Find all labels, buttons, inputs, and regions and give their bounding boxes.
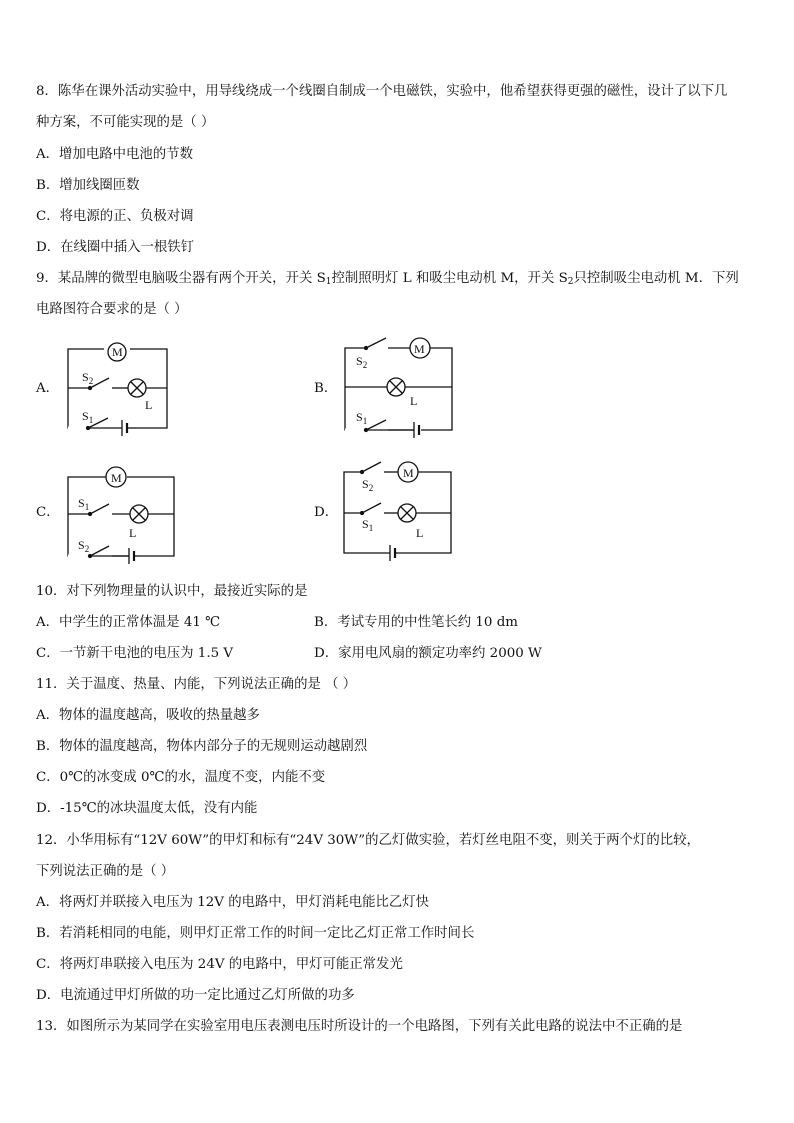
svg-text:M: M [111, 471, 122, 485]
q10-option-d: D．家用电风扇的额定功率约 2000 W [314, 646, 542, 661]
q8-stem-line2: 种方案，不可能实现的是（ ） [36, 115, 215, 130]
svg-text:L: L [416, 526, 424, 540]
q9-label-d: D． [314, 505, 339, 520]
svg-text:S2: $S_2$ [78, 538, 90, 554]
q12-option-a: A．将两灯并联接入电压为 12V 的电路中，甲灯消耗电能比乙灯快 [36, 895, 430, 910]
q12-option-b: B．若消耗相同的电能，则甲灯正常工作的时间一定比乙灯正常工作时间长 [36, 926, 475, 941]
svg-text:M: M [414, 342, 425, 356]
q9-label-b: B． [314, 381, 338, 396]
q10-option-c: C．一节新干电池的电压为 1.5 V [36, 646, 234, 661]
q12-option-c: C．将两灯串联接入电压为 24V 的电路中，甲灯可能正常发光 [36, 957, 403, 972]
svg-text:L: L [410, 394, 418, 408]
q11-stem: 11．关于温度、热量、内能，下列说法正确的是 （ ） [36, 677, 357, 692]
svg-text:S2: $S_2$ [356, 354, 368, 370]
svg-text:S1: $S_1$ [78, 496, 90, 512]
s2-label: $S_2$ [82, 370, 94, 386]
q12-stem-line2: 下列说法正确的是（ ） [36, 864, 175, 879]
q8-option-d: D．在线圈中插入一根铁钉 [36, 240, 195, 255]
q9-label-c: C． [36, 505, 60, 520]
q10-option-a: A．中学生的正常体温是 41 ℃ [36, 615, 221, 630]
q10-option-b: B．考试专用的中性笔长约 10 dm [314, 615, 518, 630]
q9-stem-line2: 电路图符合要求的是（ ） [36, 302, 188, 317]
q11-option-b: B．物体的温度越高，物体内部分子的无规则运动越剧烈 [36, 739, 368, 754]
q10-stem: 10．对下列物理量的认识中，最接近实际的是 [36, 584, 308, 599]
q9-label-a: A． [36, 381, 60, 396]
q8-option-b: B．增加线圈匝数 [36, 178, 140, 193]
svg-text:L: L [129, 526, 137, 540]
motor-icon [398, 462, 418, 482]
q8-option-a: A．增加电路中电池的节数 [36, 147, 193, 162]
q11-option-c: C．0℃的冰变成 0℃的水，温度不变，内能不变 [36, 770, 326, 785]
lamp-label: L [145, 398, 153, 412]
q11-option-a: A．物体的温度越高，吸收的热量越多 [36, 708, 260, 723]
s1-label: $S_1$ [82, 409, 94, 425]
q11-option-d: D．-15℃的冰块温度太低，没有内能 [36, 801, 258, 816]
svg-text:S2: $S_2$ [362, 477, 374, 493]
q13-stem: 13．如图所示为某同学在实验室用电压表测电压时所设计的一个电路图，下列有关此电路的说法中不正确的是 [36, 1019, 683, 1034]
motor-label: M [112, 345, 123, 359]
q12-option-d: D．电流通过甲灯所做的功一定比通过乙灯所做的功多 [36, 988, 355, 1003]
q12-stem-line1: 12．小华用标有“12V 60W”的甲灯和标有“24V 30W”的乙灯做实验，若灯丝电阻不变，则关于两个灯的比较， [36, 833, 700, 848]
q8-stem-line1: 8．陈华在课外活动实验中，用导线绕成一个线圈自制成一个电磁铁，实验中，他希望获得更强的磁性，设计了以下几 [36, 84, 728, 99]
svg-text:M: M [403, 466, 414, 480]
q8-option-c: C．将电源的正、负极对调 [36, 209, 194, 224]
q9-stem-line1: 9．某品牌的微型电脑吸尘器有两个开关，开关 $S_1$控制照明灯 L 和吸尘电动机 M，开关 $S_2$只控制吸尘电动机 M．下列 [36, 271, 739, 287]
lamp-icon [398, 504, 416, 522]
svg-text:S1: $S_1$ [362, 517, 374, 533]
svg-text:S1: $S_1$ [356, 410, 368, 426]
